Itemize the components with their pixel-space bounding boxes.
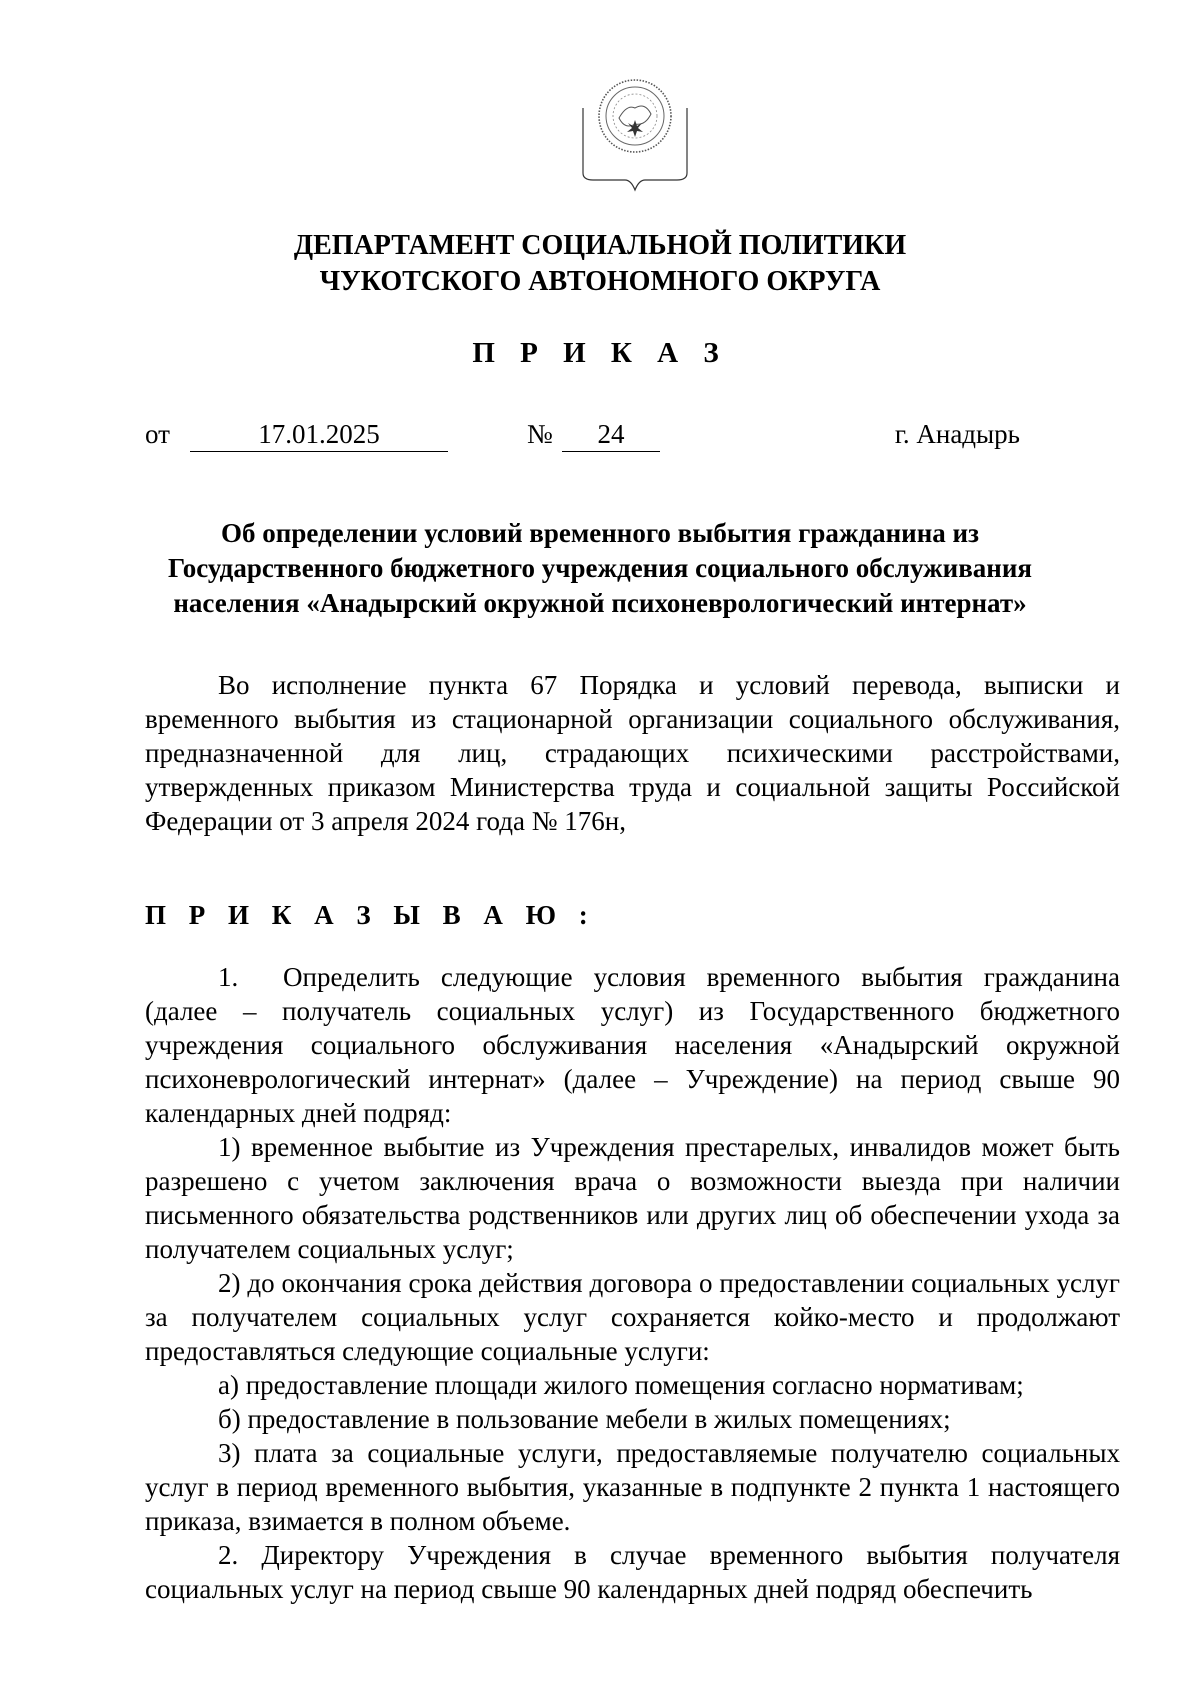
subitem-3: 3) плата за социальные услуги, предоставляемые получателю социальных услуг в период временного выбытия, указанные в подпункте 2 пункта 1 настоящего приказа, взимается в полном объеме. (145, 1438, 1120, 1536)
subject-line-3: населения «Анадырский окружной психоневрологический интернат» (173, 588, 1027, 618)
coat-of-arms-icon (575, 78, 695, 208)
order-info-line (0, 417, 1200, 457)
date-prefix: от (145, 419, 170, 449)
order-number: 24 (562, 417, 660, 452)
item-1 (145, 960, 1120, 1130)
order-date: 17.01.2025 (190, 417, 448, 452)
city: г. Анадырь (894, 419, 1020, 449)
item-1-number: 1. (218, 962, 239, 992)
preamble-paragraph: Во исполнение пункта 67 Порядка и условий перевода, выписки и временного выбытия из стационарной организации социального обслуживания, предназначенной для лиц, страдающих психическими расстройствами, утвержденных приказом Министерства труда и социальной защиты Российской Федерации от 3 апреля 2024 года № 176н, (145, 670, 1120, 836)
item-1-text: Определить следующие условия временного выбытия гражданина (далее – получатель социальных услуг) из Государственного бюджетного учреждения социального обслуживания населения «Анадырский окружной психоневрологический интернат» (далее – Учреждение) на период свыше 90 календарных дней подряд: (145, 962, 1120, 1128)
number-prefix: № (527, 419, 553, 449)
subitem-1: 1) временное выбытие из Учреждения престарелых, инвалидов может быть разрешено с учетом заключения врача о возможности выезда при наличии письменного обязательства родственников или других лиц об обеспечении ухода за получателем социальных услуг; (145, 1132, 1120, 1264)
order-body (145, 960, 1120, 1606)
order-subject (0, 516, 1200, 621)
subitem-2a: а) предоставление площади жилого помещения согласно нормативам; (218, 1370, 1024, 1400)
subitem-2: 2) до окончания срока действия договора о предоставлении социальных услуг за получателем социальных услуг сохраняется койко-место и продолжают предоставляться следующие социальные услуги: (145, 1268, 1120, 1366)
subject-line-2: Государственного бюджетного учреждения социального обслуживания (167, 553, 1033, 583)
department-name (0, 228, 1200, 300)
department-line-2: ЧУКОТСКОГО АВТОНОМНОГО ОКРУГА (319, 266, 881, 297)
item-2: 2. Директору Учреждения в случае временного выбытия получателя социальных услуг на период свыше 90 календарных дней подряд обеспечить (145, 1540, 1120, 1604)
subject-line-1: Об определении условий временного выбытия гражданина из (221, 518, 979, 548)
doc-type-title: П Р И К А З (472, 337, 728, 369)
department-line-1: ДЕПАРТАМЕНТ СОЦИАЛЬНОЙ ПОЛИТИКИ (293, 230, 907, 261)
decree-word: П Р И К А З Ы В А Ю : (145, 900, 596, 930)
subitem-2b: б) предоставление в пользование мебели в жилых помещениях; (218, 1404, 951, 1434)
